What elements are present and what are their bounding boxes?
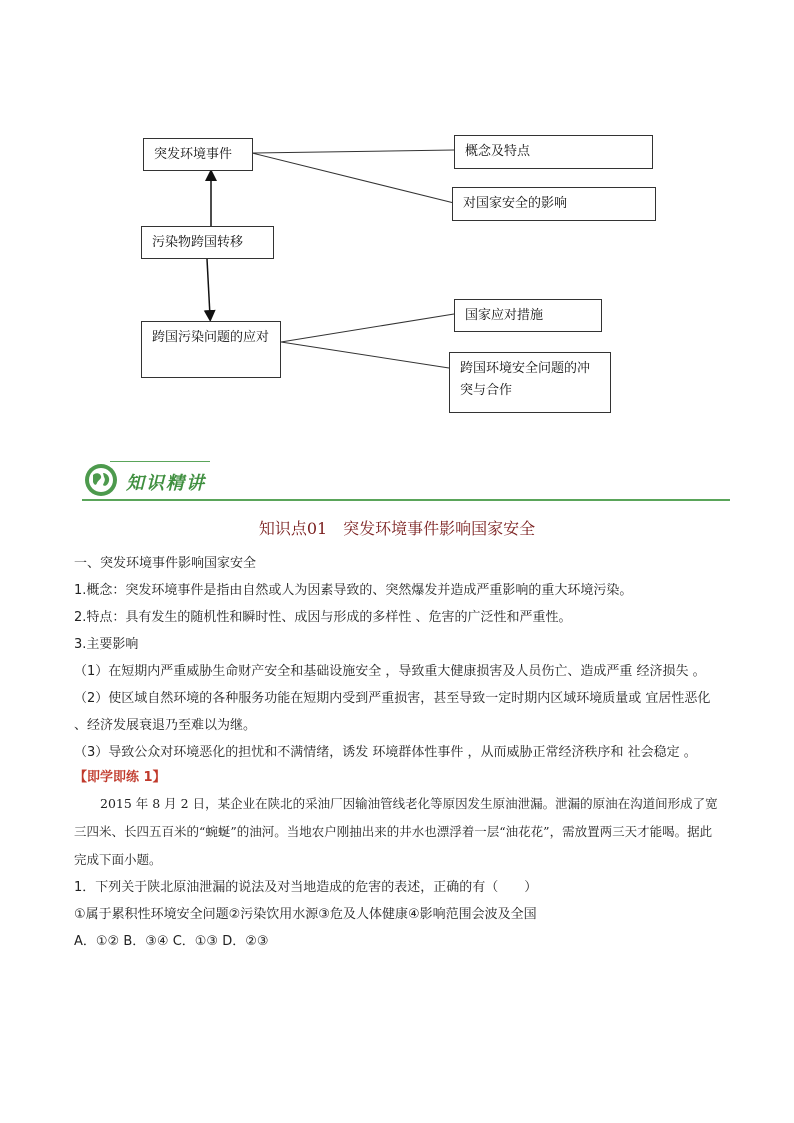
paragraph-impact-2: （2）使区域自然环境的各种服务功能在短期内受到严重损害，甚至导致一定时期内区域环境质量或 宜居性恶化 、经济发展衰退乃至难以为继。 xyxy=(74,691,711,733)
question-choices: A．①② B．③④ C．①③ D．②③ xyxy=(74,934,269,949)
node-impact xyxy=(452,187,656,221)
node-conflict-cooperation-label: 跨国环境安全问题的冲突与合作 xyxy=(460,361,591,398)
practice-tag-label: 【即学即练 1】 xyxy=(74,770,166,785)
banner-rule xyxy=(82,499,730,501)
connector-event-impact xyxy=(252,153,454,203)
node-national-measures xyxy=(454,299,602,332)
node-conflict-cooperation xyxy=(449,352,611,413)
paragraph-impact-1: （1）在短期内严重威胁生命财产安全和基础设施安全 ，导致重大健康损害及人员伤亡、造成严重 经济损失 。 xyxy=(74,664,706,679)
node-concept-label: 概念及特点 xyxy=(465,144,531,159)
connector-response-conflict xyxy=(281,342,449,368)
question-options: ①属于累积性环境安全问题②污染饮用水源③危及人体健康④影响范围会波及全国 xyxy=(74,907,537,922)
paragraph-concept: 1.概念：突发环境事件是指由自然或人为因素导致的、突然爆发并造成严重影响的重大环境污染。 xyxy=(74,583,633,598)
node-national-measures-label: 国家应对措施 xyxy=(465,308,544,323)
knowledge-banner xyxy=(82,459,730,501)
connector-event-concept xyxy=(252,150,454,153)
node-emergency-event-label: 突发环境事件 xyxy=(154,147,233,162)
globe-icon xyxy=(84,463,118,497)
arrow-transfer-to-response xyxy=(207,259,210,316)
node-response xyxy=(141,321,281,378)
paragraph-features: 2.特点：具有发生的随机性和瞬时性、成因与形成的多样性 、危害的广泛性和严重性。 xyxy=(74,610,572,625)
node-concept xyxy=(454,135,653,169)
node-pollution-transfer-label: 污染物跨国转移 xyxy=(152,235,244,250)
diagram-connectors xyxy=(0,0,794,460)
node-response-label: 跨国污染问题的应对 xyxy=(152,330,270,345)
content-body xyxy=(74,550,724,955)
section-title: 知识点01 突发环境事件影响国家安全 xyxy=(258,519,536,538)
node-pollution-transfer xyxy=(141,226,274,259)
node-emergency-event xyxy=(143,138,253,171)
paragraph-main-impact: 3.主要影响 xyxy=(74,637,139,652)
question-1: 1．下列关于陕北原油泄漏的说法及对当地造成的危害的表述，正确的有（ ） xyxy=(74,880,538,895)
node-impact-label: 对国家安全的影响 xyxy=(463,196,568,211)
heading-1: 一、突发环境事件影响国家安全 xyxy=(74,556,257,571)
banner-title: 知识精讲 xyxy=(126,473,206,494)
practice-tag xyxy=(74,766,724,790)
connector-response-measures xyxy=(281,314,454,342)
banner-top-rule xyxy=(110,461,210,462)
practice-passage: 2015 年 8 月 2 日，某企业在陕北的采油厂因输油管线老化等原因发生原油泄漏。泄漏的原油在沟道间形成了宽三四米、长四五百米的“蜿蜒”的油河。当地农户刚抽出来的井水也漂浮着一层“油花花”，需放置两三天才能喝。据此完成下面小题。 xyxy=(74,796,718,867)
paragraph-impact-3: （3）导致公众对环境恶化的担忧和不满情绪，诱发 环境群体性事件 ，从而威胁正常经济秩序和 社会稳定 。 xyxy=(74,745,697,760)
